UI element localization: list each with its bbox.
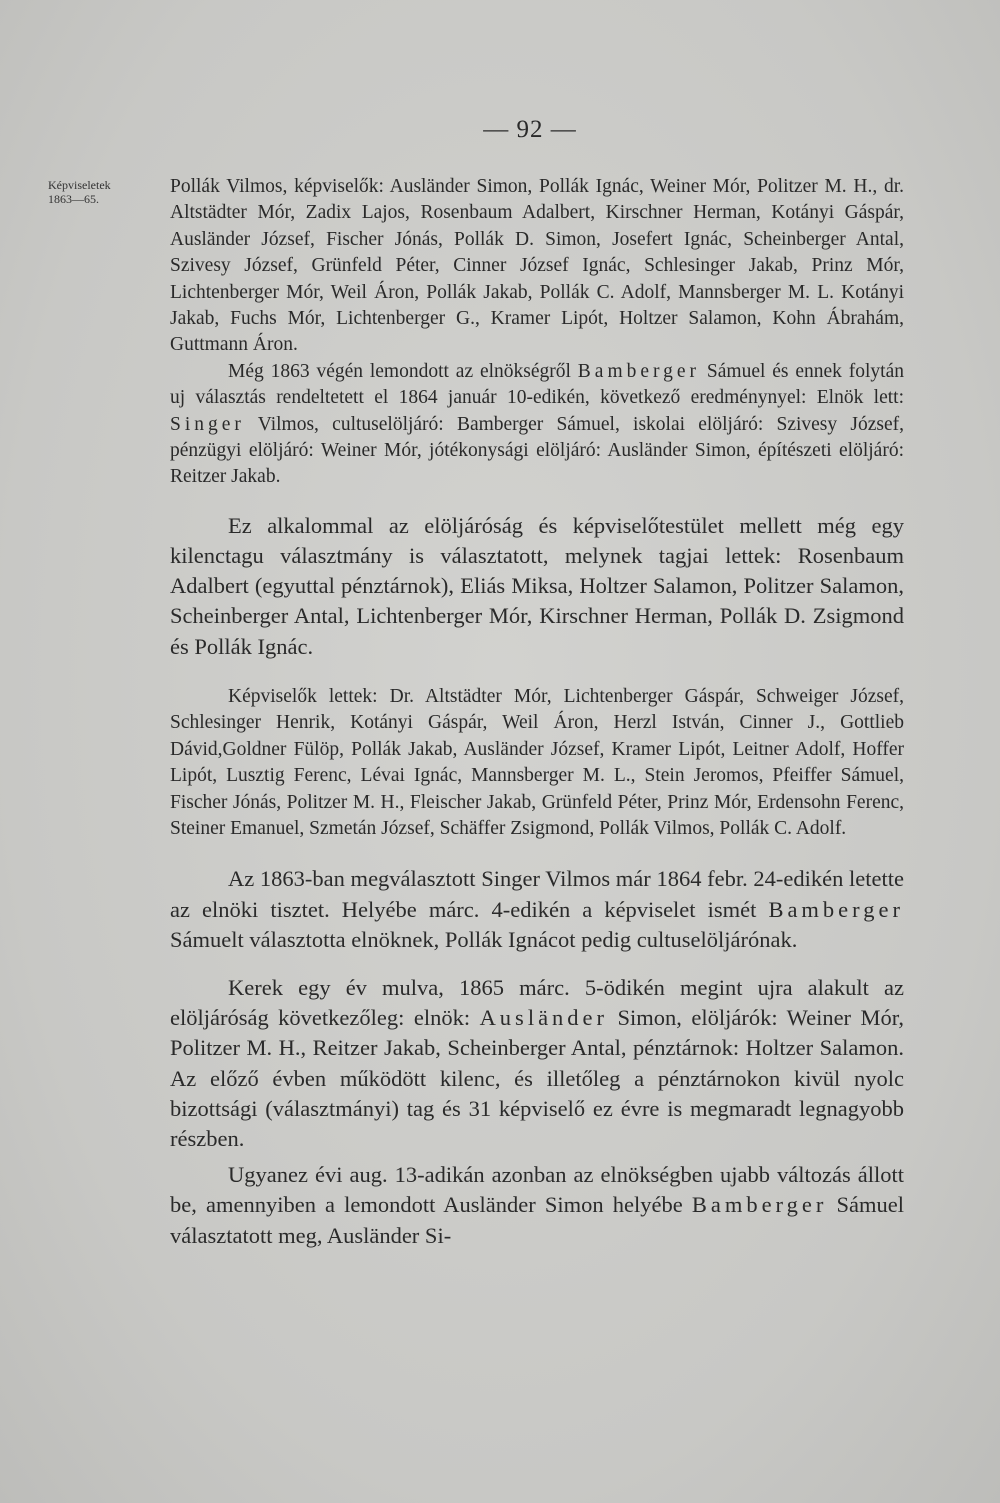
body-text xyxy=(170,174,904,1251)
text-run: Sámuel választatott meg, Ausländer Si- xyxy=(170,1192,904,1248)
page-number: — 92 — xyxy=(483,116,577,143)
paragraph-1865-reorganization xyxy=(170,973,904,1154)
paragraph-august-change xyxy=(170,1160,904,1251)
paragraph-representatives-elected: Képviselők lettek: Dr. Altstädter Mór, Lichtenberger Gáspár, Schweiger József, Schlesinger Henrik, Kotányi Gáspár, Weil Áron, Herzl István, Cinner J., Gottlieb Dávid,Goldner Fülöp, Pollák Jakab, Ausländer József, Kramer Lipót, Leitner Adolf, Hoffer Lipót, Lusztig Ferenc, Lévai Ignác, Mannsberger M. L., Stein Jeromos, Pfeiffer Sámuel, Fischer Jónás, Politzer M. H., Fleischer Jakab, Grünfeld Péter, Prinz Mór, Erdensohn Ferenc, Steiner Emanuel, Szmetán József, Schäffer Zsigmond, Pollák Vilmos, Pollák C. Adolf. xyxy=(170,685,904,839)
paragraph-1864-election xyxy=(170,359,904,491)
spaced-name: Bamberger xyxy=(768,896,904,922)
text-run: Sámuel és ennek folytán uj választás rendeltetett el 1864 január 10-edikén, következő eredménynyel: Elnök lett: xyxy=(170,360,904,409)
spaced-name: Bamberger xyxy=(691,1192,828,1218)
paragraph-representatives-list: Pollák Vilmos, képviselők: Ausländer Simon, Pollák Ignác, Weiner Mór, Politzer M. H., dr. Altstädter Mór, Zadix Lajos, Rosenbaum Adalbert, Kirschner Herman, Kotányi Gáspár, Ausländer József, Fischer Jónás, Pollák D. Simon, Josefert Ignác, Scheinberger Antal, Szivesy József, Grünfeld Péter, Cinner József Ignác, Schlesinger Jakab, Prinz Mór, Lichtenberger Mór, Weil Áron, Pollák Jakab, Pollák C. Adolf, Mannsberger M. L. Kotányi Jakab, Fuchs Mór, Lichtenberger G., Kramer Lipót, Holtzer Salamon, Kohn Ábrahám, Guttmann Áron. xyxy=(170,176,904,356)
paragraph-singer-resignation xyxy=(170,864,904,955)
spaced-name: Ausländer xyxy=(479,1005,609,1031)
spaced-name: Singer xyxy=(170,413,245,435)
spaced-name: Bamberger xyxy=(577,360,701,382)
margin-note-title: Képviseletek xyxy=(48,178,111,192)
text-run: Sámuelt választotta elnöknek, Pollák Ignácot pedig cultuselöljárónak. xyxy=(170,926,798,952)
text-run: Simon, elöljárók: Weiner Mór, Politzer M. H., Reitzer Jakab, Scheinberger Antal, pénztárnok: Holtzer Salamon. Az előző évben működött kilenc, és illetőleg a pénztárnokon kivül nyolc bizottsági (választmányi) tag és 31 képviselő ez évre is megmaradt legnagyobb részben. xyxy=(170,1005,904,1151)
text-run: Még 1863 végén lemondott az elnökségről xyxy=(228,360,578,382)
paragraph-committee: Ez alkalommal az elöljáróság és képviselőtestület mellett még egy kilenctagu választmány is választatott, melynek tagjai lettek: Rosenbaum Adalbert (egyuttal pénztárnok), Eliás Miksa, Holtzer Salamon, Politzer Salamon, Scheinberger Antal, Lichtenberger Mór, Kirschner Herman, Pollák D. Zsigmond és Pollák Ignác. xyxy=(170,512,904,659)
text-run: Kerek egy év mulva, 1865 márc. 5-ödikén megint ujra alakult az elöljáróság következőleg: elnök: xyxy=(170,974,904,1031)
text-run: Vilmos, cultuselöljáró: Bamberger Sámuel, iskolai elöljáró: Szivesy József, pénzügyi elöljáró: Weiner Mór, jótékonysági elöljáró: Ausländer Simon, építészeti elöljáró: Reitzer Jakab. xyxy=(170,413,904,488)
margin-note-years: 1863—65. xyxy=(48,192,99,206)
text-run: Az 1863-ban megválasztott Singer Vilmos már 1864 febr. 24-edikén letette az elnöki tisztet. Helyébe márc. 4-edikén a képviselet ismét xyxy=(170,866,904,922)
text-run: Ugyanez évi aug. 13-adikán azonban az elnökségben ujabb változás állott be, amennyiben a lemondott Ausländer Simon helyébe xyxy=(170,1162,904,1218)
margin-note xyxy=(48,178,168,206)
